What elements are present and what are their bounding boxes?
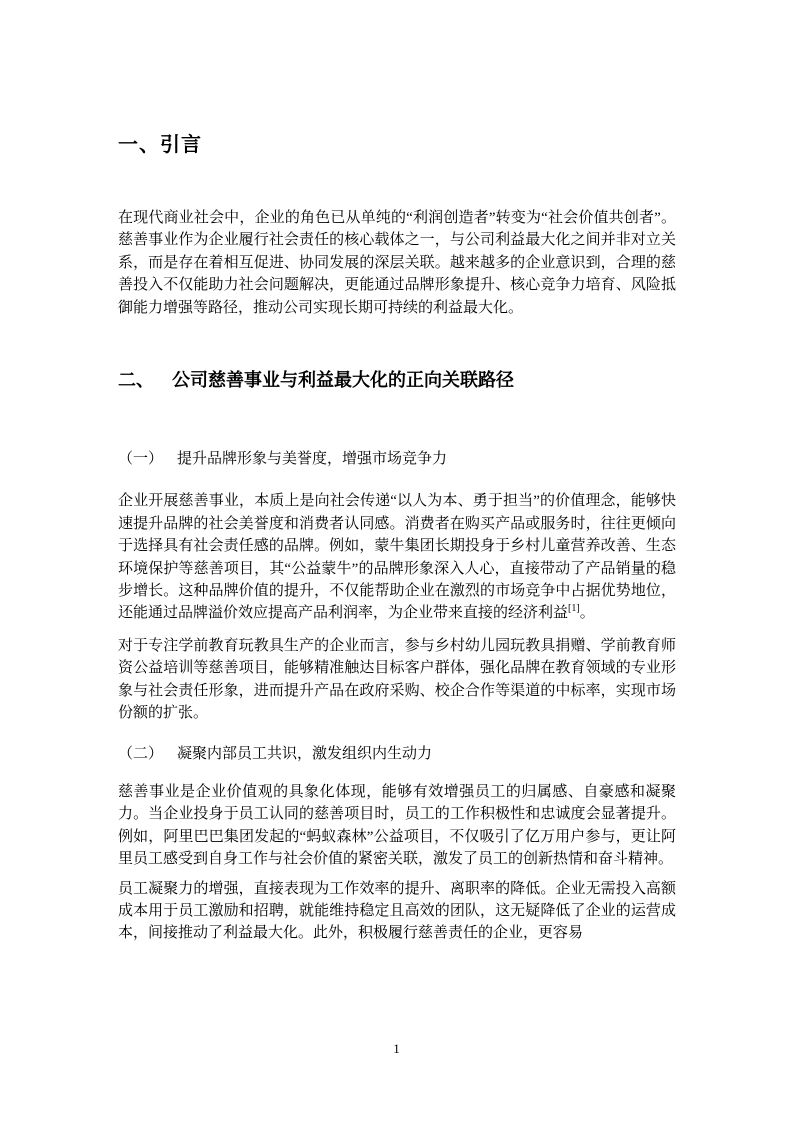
paragraph-staff-1: 慈善事业是企业价值观的具象化体现，能够有效增强员工的归属感、自豪感和凝聚力。当企业投身于员工认同的慈善项目时，员工的工作积极性和忠诚度会显著提升。例如，阿里巴巴集团发起的“蚂蚁森林”公益项目，不仅吸引了亿万用户参与，更让阿里员工感受到自身工作与社会价值的紧密关联，激发了员工的创新热情和奋斗精神。	[118, 783, 676, 868]
footnote-reference-1: [1]	[568, 603, 580, 615]
subheading-staff-cohesion-number: （二）	[118, 745, 164, 762]
paragraph-brand-2: 对于专注学前教育玩教具生产的企业而言，参与乡村幼儿园玩教具捐赠、学前教育师资公益培训等慈善项目，能够精准触达目标客户群体，强化品牌在教育领域的专业形象与社会责任形象，进而提升产品在政府采购、校企合作等渠道的中标率，实现市场份额的扩张。	[118, 637, 676, 722]
heading-section-2-title: 公司慈善事业与利益最大化的正向关联路径	[172, 370, 514, 391]
heading-section-2-number: 二、	[118, 370, 154, 391]
subheading-staff-cohesion-title: 凝聚内部员工共识，激发组织内生动力	[177, 745, 433, 762]
subheading-brand-image	[118, 448, 676, 470]
paragraph-brand-1-text: 企业开展慈善事业，本质上是向社会传递“以人为本、勇于担当”的价值理念，能够快速提升品牌的社会美誉度和消费者认同感。消费者在购买产品或服务时，往往更倾向于选择具有社会责任感的品牌。例如，蒙牛集团长期投身于乡村儿童营养改善、生态环境保护等慈善项目，其“公益蒙牛”的品牌形象深入人心，直接带动了产品销量的稳步增长。这种品牌价值的提升，不仅能帮助企业在激烈的市场竞争中占据优势地位，还能通过品牌溢价效应提高产品利润率，为企业带来直接的经济利益	[118, 493, 676, 622]
paragraph-brand-1	[118, 490, 676, 624]
subheading-brand-image-title: 提升品牌形象与美誉度，增强市场竞争力	[177, 451, 448, 468]
page-number: 1	[393, 1041, 400, 1056]
page-footer	[0, 1040, 793, 1058]
paragraph-intro: 在现代商业社会中，企业的角色已从单纯的“利润创造者”转变为“社会价值共创者”。慈善事业作为企业履行社会责任的核心载体之一，与公司利益最大化之间并非对立关系，而是存在着相互促进、协同发展的深层关联。越来越多的企业意识到，合理的慈善投入不仅能助力社会问题解决，更能通过品牌形象提升、核心竞争力培育、风险抵御能力增强等路径，推动公司实现长期可持续的利益最大化。	[118, 210, 676, 316]
subheading-staff-cohesion	[118, 743, 676, 765]
heading-introduction: 一、引言	[118, 134, 202, 156]
subheading-brand-image-number: （一）	[118, 451, 164, 468]
heading-section-2	[118, 367, 676, 394]
paragraph-staff-2: 员工凝聚力的增强，直接表现为工作效率的提升、离职率的降低。企业无需投入高额成本用于员工激励和招聘，就能维持稳定且高效的团队，这无疑降低了企业的运营成本，间接推动了利益最大化。此外，积极履行慈善责任的企业，更容易	[118, 880, 676, 942]
paragraph-brand-1-suffix: 。	[579, 605, 595, 622]
